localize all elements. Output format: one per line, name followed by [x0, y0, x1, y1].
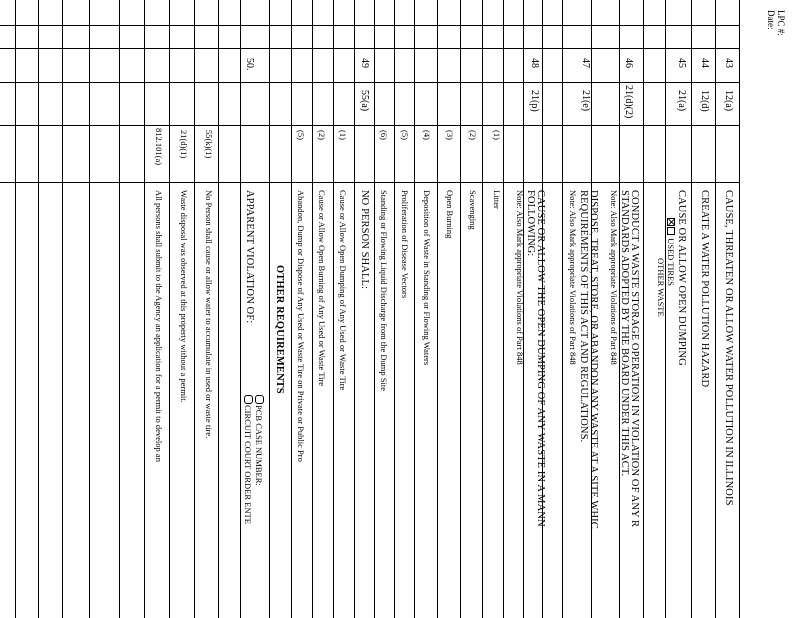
frame-line-15: [394, 0, 395, 618]
row-44-section: 12(d): [699, 90, 710, 112]
row-44-number: 44: [699, 58, 710, 68]
row-50-circuit-option[interactable]: [243, 395, 253, 524]
checkbox-used-tires[interactable]: [667, 218, 675, 226]
row-43-section: 12(a): [723, 90, 734, 112]
frame-line-13: [437, 0, 438, 618]
row-44-text: CREATE A WATER POLLUTION HAZARD: [699, 190, 710, 388]
row-50-number: 50.: [244, 58, 255, 71]
sub48-2-number: (2): [468, 130, 478, 140]
frame-line-24: [194, 0, 195, 618]
col-divider-subsection: [0, 125, 740, 126]
row-48-text: CAUSE OR ALLOW THE OPEN DUMPING OF ANY WASTE IN A MANN: [535, 190, 546, 527]
frame-line-21: [269, 0, 270, 618]
frame-line-14: [414, 0, 415, 618]
frame-line-25: [169, 0, 170, 618]
row-50-item-3-text: All persons shall submit to the Agency an application for a permit to develop an: [154, 190, 164, 462]
frame-line-1: [715, 0, 716, 618]
frame-top-line: [739, 0, 740, 618]
row-49-text: NO PERSON SHALL:: [359, 190, 370, 290]
frame-line-26: [144, 0, 145, 618]
row-47-number: 47: [580, 58, 591, 68]
pcb-case-label: PCB CASE NUMBER:: [254, 405, 264, 486]
row-50-item-2-section: 21(d)(1): [179, 130, 189, 159]
frame-line-20: [291, 0, 292, 618]
row-47-note: Note: Also Mark appropriate Violations of Part 848: [568, 190, 578, 365]
row-46-text: CONDUCT A WASTE STORAGE OPERATION IN VIOLATION OF ANY R: [629, 190, 640, 528]
row-48-section: 21(p): [529, 90, 540, 112]
frame-line-18: [333, 0, 334, 618]
frame-line-31: [15, 0, 16, 618]
frame-line-27: [119, 0, 120, 618]
sub49-2-text: Cause or Allow Open Burning of Any Used or Waste Tire: [317, 190, 327, 387]
sub48-5-number: (5): [400, 130, 410, 140]
row-47-section: 21(e): [580, 90, 591, 112]
row-49-number: 49: [359, 58, 370, 68]
row-50-item-2-text: Waste disposal was observed at this property without a permit.: [179, 190, 189, 403]
sub48-6-text: Standing or Flowing Liquid Discharge from the Dump Site: [379, 190, 389, 391]
frame-line-10: [503, 0, 504, 618]
sub48-4-number: (4): [422, 130, 432, 140]
col-divider-check: [0, 25, 740, 26]
sub49-5-number: (5): [296, 130, 306, 140]
row-50-label: APPARENT VIOLATION OF:: [244, 190, 255, 324]
row-50-item-1-text: No Person shall cause or allow water to accumulate in used or waste tire.: [204, 190, 214, 439]
frame-line-23: [218, 0, 219, 618]
col-divider-num: [0, 48, 740, 49]
row-43-number: 43: [723, 58, 734, 68]
frame-line-17: [354, 0, 355, 618]
col-divider-text: [0, 182, 740, 183]
frame-line-28: [89, 0, 90, 618]
sub49-2-number: (2): [317, 130, 327, 140]
row-48-text-line2: FOLLOWING:: [525, 190, 536, 257]
row-45-section: 21(a): [676, 90, 687, 112]
sub49-1-text: Cause or Allow Open Dumping of Any Used or Waste Tire: [338, 190, 348, 391]
frame-line-7: [562, 0, 563, 618]
pcb-checkbox[interactable]: [255, 395, 264, 404]
sub48-4-text: Deposition of Waste in Standing or Flowing Waters: [422, 190, 432, 366]
sub48-3-number: (3): [445, 130, 455, 140]
frame-line-22: [240, 0, 241, 618]
row-46-number: 46: [623, 58, 634, 68]
frame-line-2: [691, 0, 692, 618]
row-50-item-1-section: 55(k)(1): [204, 130, 214, 159]
row-50-item-3-section: 812.101(a): [154, 128, 164, 166]
option-used-tires-label: USED TIRES: [666, 238, 676, 286]
row-46-note: Note: Also Mark appropriate Violations of Part 848: [609, 190, 619, 365]
frame-line-11: [482, 0, 483, 618]
lpc-label: LPC #:: [776, 10, 786, 36]
sub48-3-text: Open Burning: [445, 190, 455, 239]
row-49-section: 55(a): [359, 90, 370, 112]
row-47-text-line2: REQUIREMENTS OF THIS ACT AND REGULATIONS.: [578, 190, 589, 443]
row-47-text: DISPOSE, TREAT, STORE, OR ABANDON ANY WASTE AT A SITE WHIC: [588, 190, 599, 529]
frame-line-19: [312, 0, 313, 618]
row-43-text: CAUSE, THREATEN OR ALLOW WATER POLLUTION IN ILLINOIS: [723, 190, 734, 506]
circuit-checkbox[interactable]: [244, 395, 253, 404]
frame-line-4: [643, 0, 644, 618]
row-48-number: 48: [529, 58, 540, 68]
row-45-option-other-waste: OTHER WASTE: [656, 258, 666, 317]
sub49-5-text: Abandon, Dump or Dispose of Any Used or Waste Tire on Private or Public Pro: [296, 190, 306, 462]
row-48-note: Note: Also Mark appropriate Violations of Part 848: [515, 190, 525, 365]
sub48-1-text: Litter: [492, 190, 502, 209]
frame-line-12: [460, 0, 461, 618]
sub48-5-text: Proliferation of Disease Vectors: [400, 190, 410, 299]
sub49-1-number: (1): [338, 130, 348, 140]
row-45-number: 45: [676, 58, 687, 68]
row-46-section: 21(d)(2): [623, 85, 634, 119]
checkbox-used-tires-b[interactable]: [667, 227, 675, 235]
col-divider-section: [0, 82, 740, 83]
row-45-text: CAUSE OR ALLOW OPEN DUMPING: [676, 190, 687, 366]
frame-line-30: [38, 0, 39, 618]
circuit-court-label: CIRCUIT COURT ORDER ENTE: [243, 405, 253, 524]
other-requirements-title: OTHER REQUIREMENTS: [274, 265, 285, 394]
date-label: Date:: [766, 10, 776, 30]
row-45-option-used-tires[interactable]: [666, 218, 676, 286]
frame-line-29: [62, 0, 63, 618]
sub48-2-text: Scavenging: [468, 190, 478, 230]
row-50-pcb-option[interactable]: [254, 395, 264, 486]
sub48-6-number: (6): [379, 130, 389, 140]
sub48-1-number: (1): [492, 130, 502, 140]
row-46-text-line2: STANDARDS ADOPTED BY THE BOARD UNDER THIS ACT.: [619, 190, 630, 477]
frame-line-16: [374, 0, 375, 618]
